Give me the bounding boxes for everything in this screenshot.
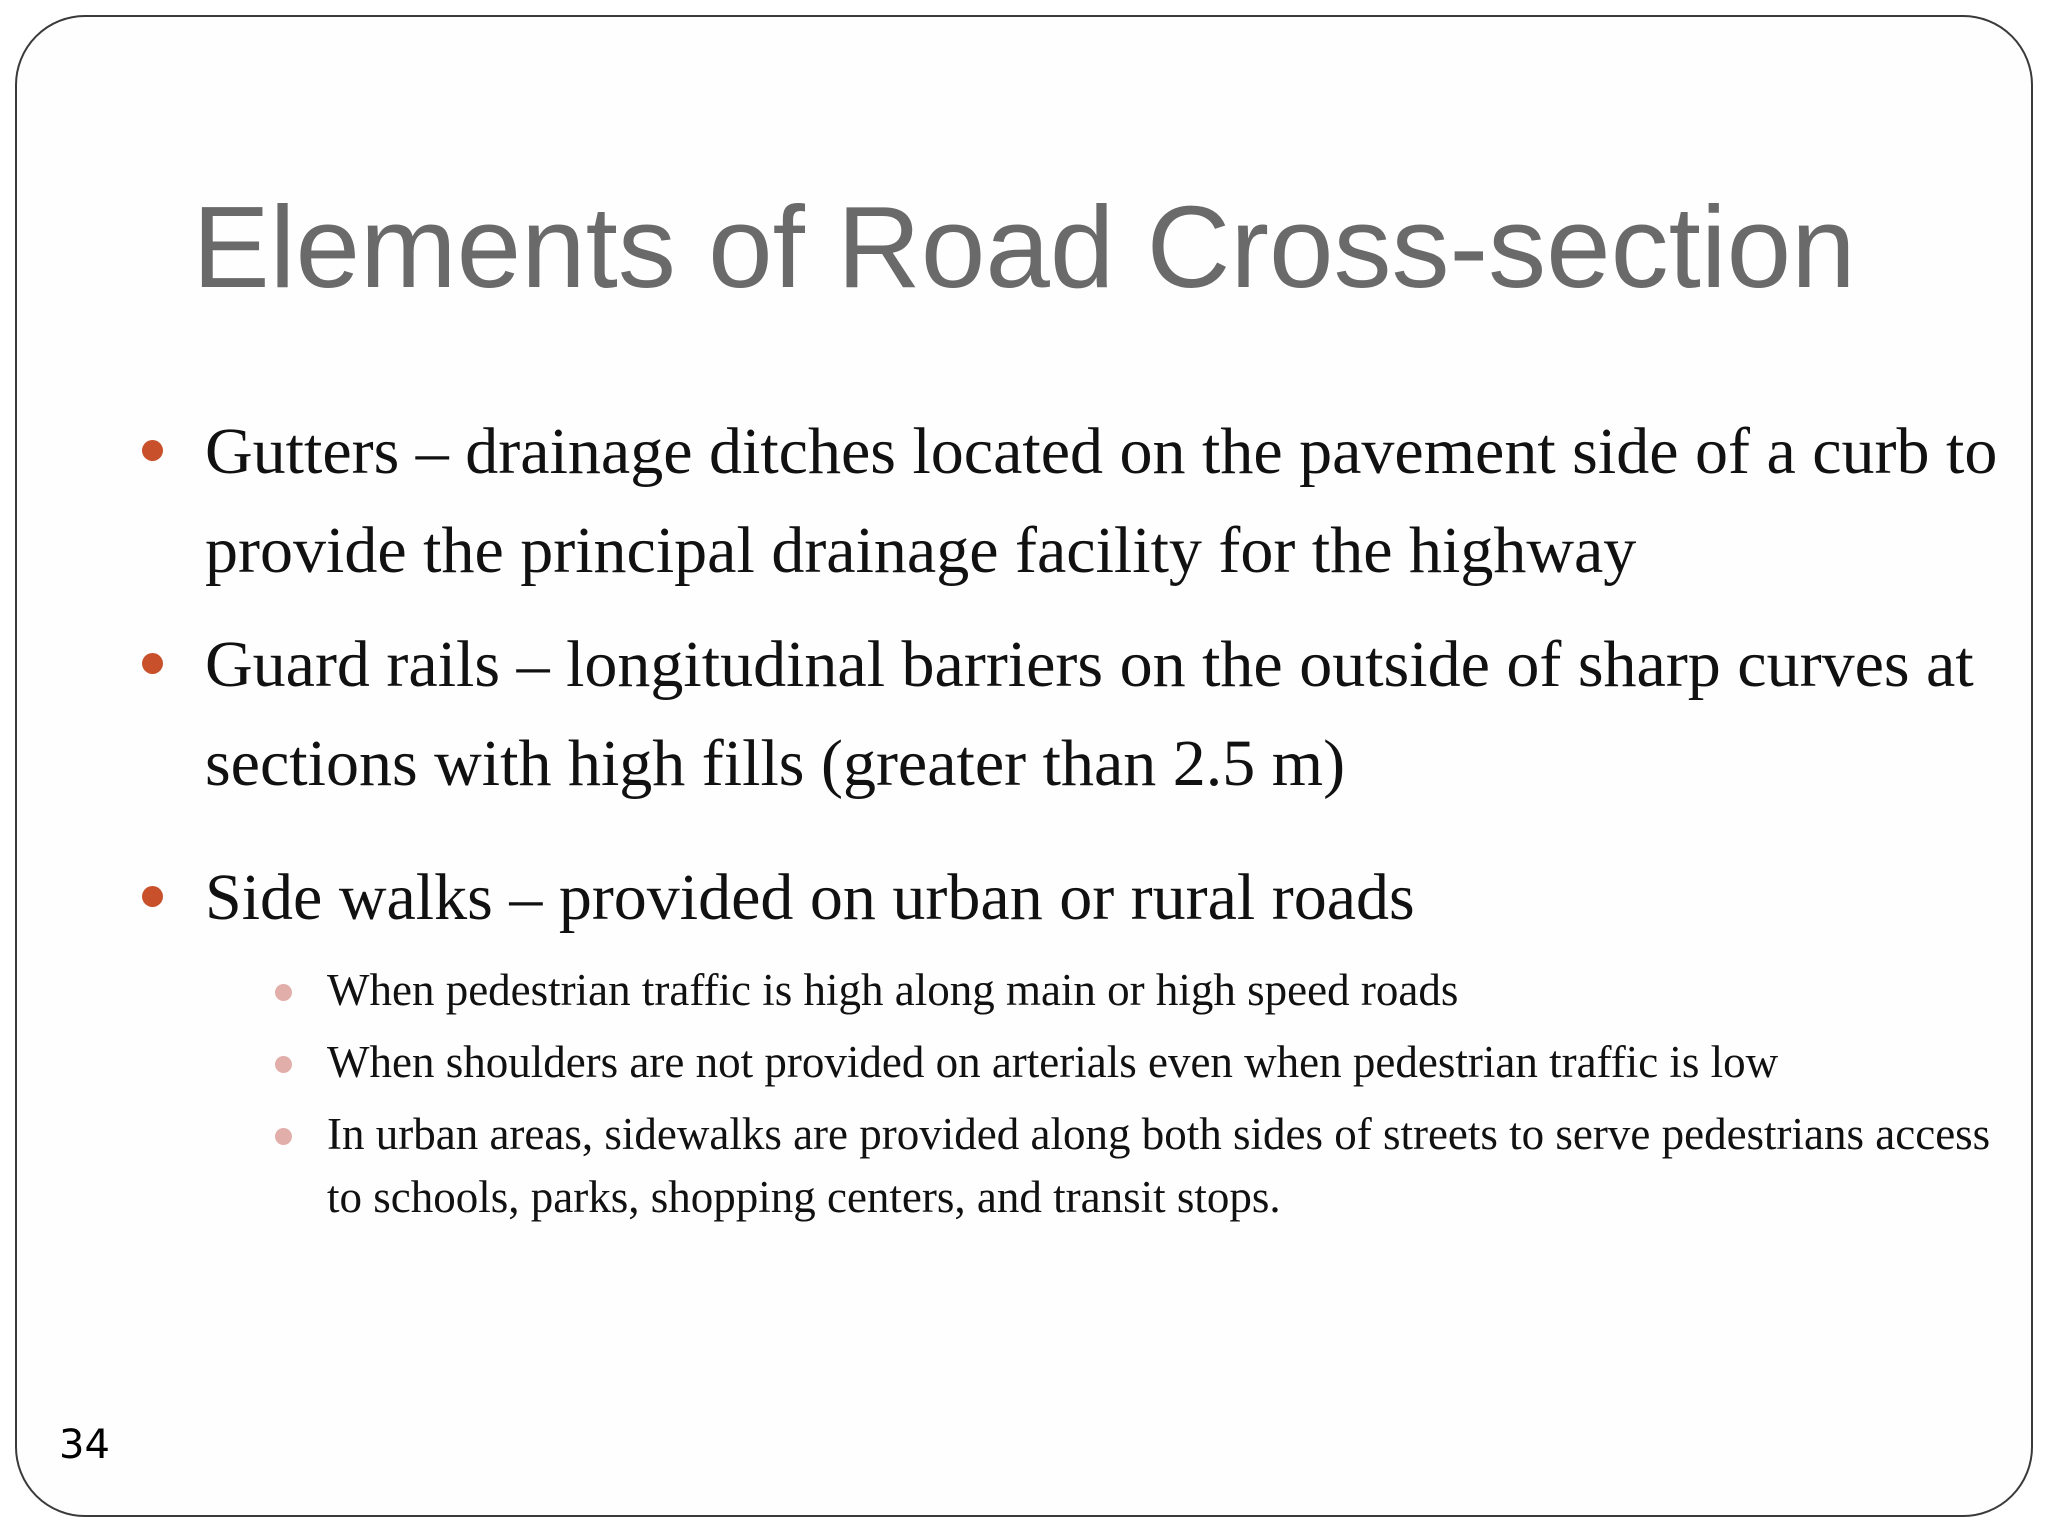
sub-bullet-list [327,959,2007,1229]
sub-bullet-dot-icon [275,984,292,1001]
bullet-dot-icon [142,440,163,461]
slide-title: Elements of Road Cross-section [192,182,1856,312]
sub-bullet-text: When shoulders are not provided on arterials even when pedestrian traffic is low [327,1037,1779,1087]
bullet-dot-icon [142,653,163,674]
bullet-text: Gutters – drainage ditches located on the pavement side of a curb to provide the principal drainage facility for the highway [205,415,1998,587]
bullet-item-side-walks [127,848,2007,947]
sub-bullet-item [327,1031,2007,1094]
page-number: 34 [59,1422,110,1468]
sub-bullet-text: In urban areas, sidewalks are provided along both sides of streets to serve pedestrians access to schools, parks, shopping centers, and transit stops. [327,1109,1991,1222]
bullet-text: Guard rails – longitudinal barriers on the outside of sharp curves at sections with high fills (greater than 2.5 m) [205,628,1974,800]
sub-bullet-text: When pedestrian traffic is high along main or high speed roads [327,965,1459,1015]
bullet-item-gutters [127,402,2007,600]
sub-bullet-dot-icon [275,1128,292,1145]
bullet-dot-icon [142,886,163,907]
slide [15,15,2033,1517]
sub-bullet-dot-icon [275,1056,292,1073]
bullet-text: Side walks – provided on urban or rural roads [205,861,1415,934]
sub-bullet-item [327,1103,2007,1229]
sub-bullet-item [327,959,2007,1022]
bullet-list [127,402,2007,1238]
bullet-item-guard-rails [127,615,2007,813]
